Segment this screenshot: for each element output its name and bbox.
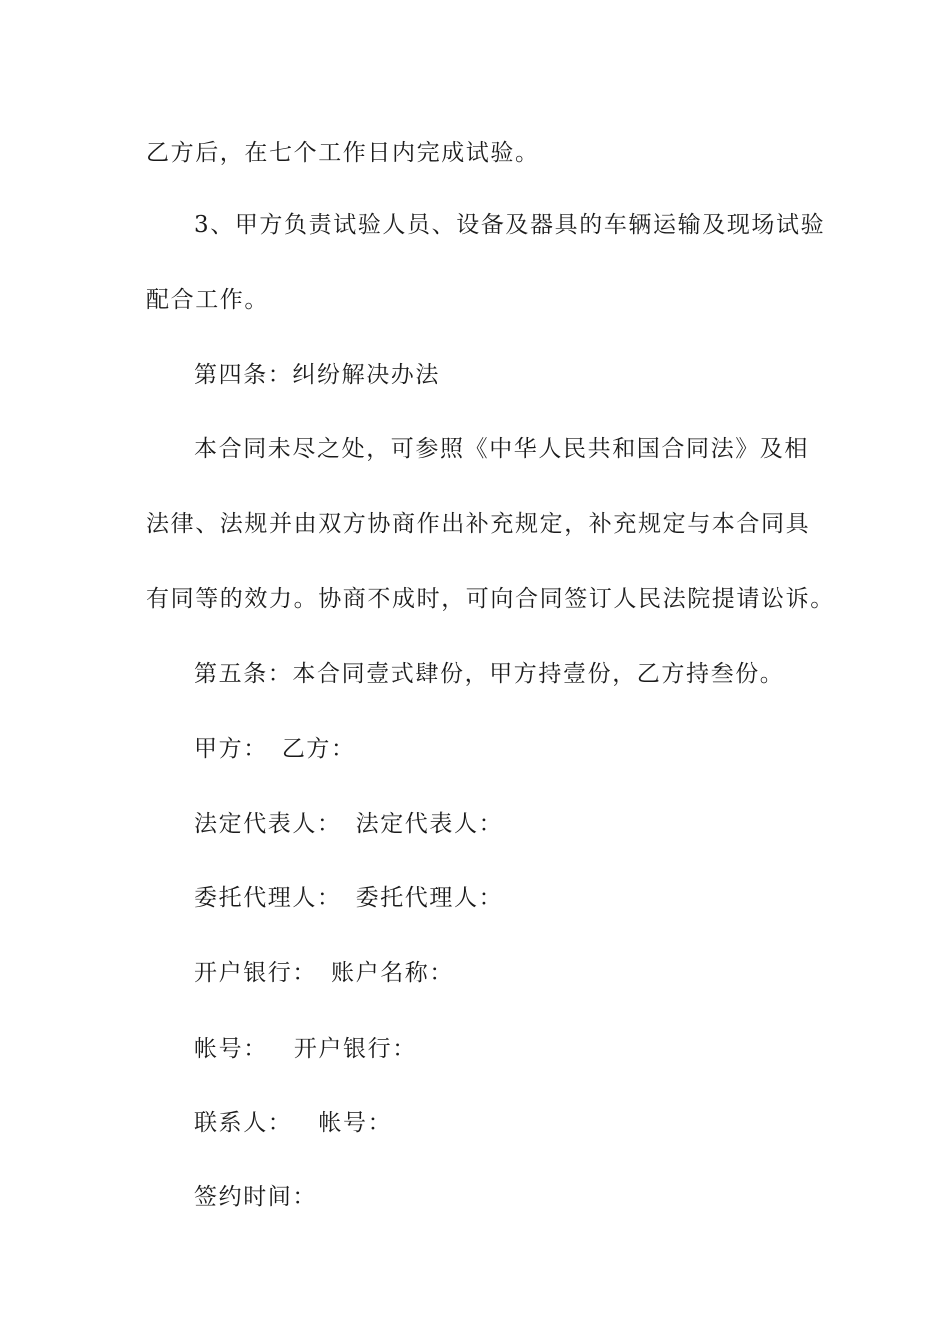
agent-b-label: 委托代理人： <box>355 885 504 911</box>
contact-a-label: 联系人： <box>194 1110 293 1136</box>
bank-b-label: 开户银行： <box>293 1036 417 1062</box>
party-a-label: 甲方： <box>194 736 268 762</box>
party-row <box>194 734 356 764</box>
paragraph-line: 乙方后，在七个工作日内完成试验。 <box>146 140 540 166</box>
sign-date-label: 签约时间： <box>194 1184 317 1210</box>
contact-row <box>194 1108 392 1138</box>
agent-a-label: 委托代理人： <box>194 885 342 911</box>
legal-rep-a-label: 法定代表人： <box>194 811 342 837</box>
legal-rep-b-label: 法定代表人： <box>355 811 504 837</box>
bank-row <box>194 958 454 988</box>
agent-row <box>194 883 503 913</box>
paragraph-line: 3、甲方负责试验人员、设备及器具的车辆运输及现场试验 <box>194 212 826 238</box>
legal-rep-row <box>194 809 503 839</box>
paragraph-line: 配合工作。 <box>146 287 269 313</box>
paragraph-line: 法律、法规并由双方协商作出补充规定，补充规定与本合同具 <box>146 511 811 537</box>
paragraph-line: 本合同未尽之处，可参照《中华人民共和国合同法》及相 <box>194 436 809 462</box>
account-no-b-label: 帐号： <box>318 1110 393 1136</box>
account-no-row <box>194 1034 417 1064</box>
bank-a-label: 开户银行： <box>194 960 317 986</box>
account-name-b-label: 账户名称： <box>331 960 454 986</box>
party-b-label: 乙方： <box>281 736 356 762</box>
section-heading: 第四条：纠纷解决办法 <box>194 362 440 388</box>
paragraph-line: 第五条：本合同壹式肆份，甲方持壹份，乙方持叁份。 <box>194 661 785 687</box>
account-no-a-label: 帐号： <box>194 1036 268 1062</box>
paragraph-line: 有同等的效力。协商不成时，可向合同签订人民法院提请讼诉。 <box>146 586 835 612</box>
